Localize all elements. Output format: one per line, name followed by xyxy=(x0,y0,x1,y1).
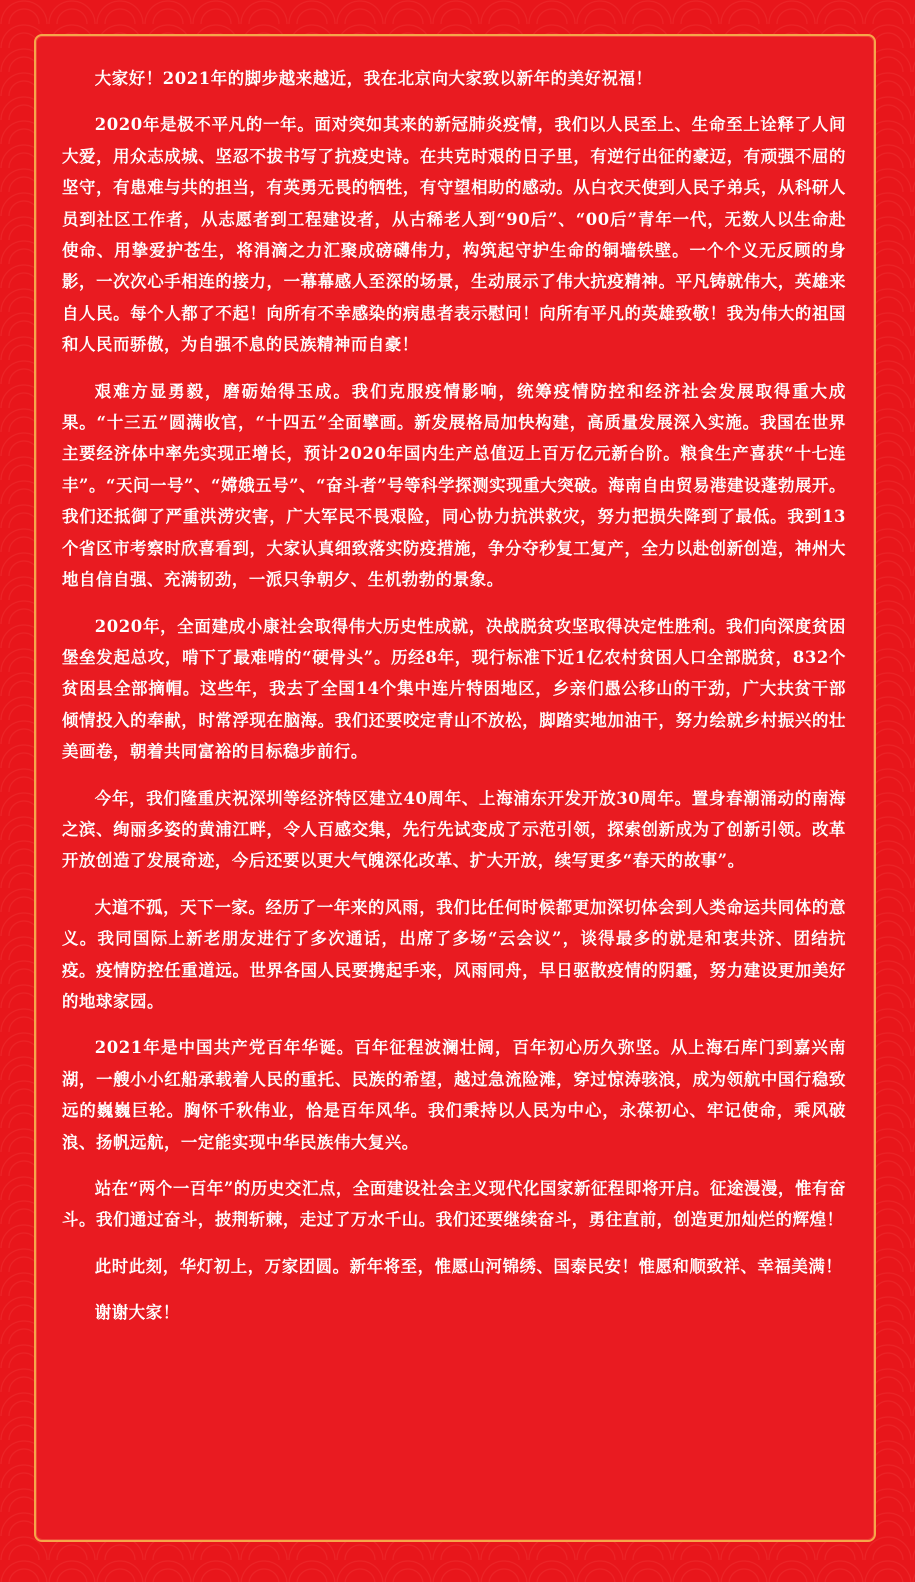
paragraph-world: 大道不孤，天下一家。经历了一年来的风雨，我们比任何时候都更加深切体会到人类命运共同体的意义。我同国际上新老朋友进行了多次通话，出席了多场“云会议”，谈得最多的就是和衷共济、团结抗疫。疫情防控任重道远。世界各国人民要携起手来，风雨同舟，早日驱散疫情的阴霾，努力建设更加美好的地球家园。 xyxy=(62,897,846,1011)
paragraph-wishes: 此时此刻，华灯初上，万家团圆。新年将至，惟愿山河锦绣、国泰民安！惟愿和顺致祥、幸福美满！ xyxy=(94,1256,843,1276)
paragraph-thanks: 谢谢大家！ xyxy=(94,1303,180,1323)
paragraph-reform: 今年，我们隆重庆祝深圳等经济特区建立40周年、上海浦东开发开放30周年。置身春潮涌动的南海之滨、绚丽多姿的黄浦江畔，令人百感交集，先行先试变成了示范引领，探索创新成为了创新引领。改革开放创造了发展奇迹，今后还要以更大气魄深化改革、扩大开放，续写更多“春天的故事”。 xyxy=(62,788,846,871)
paragraph-greeting: 大家好！2021年的脚步越来越近，我在北京向大家致以新年的美好祝福！ xyxy=(94,69,653,88)
paragraph-poverty: 2020年，全面建成小康社会取得伟大历史性成就，决战脱贫攻坚取得决定性胜利。我们向深度贫困堡垒发起总攻，啃下了最难啃的“硬骨头”。历经8年，现行标准下近1亿农村贫困人口全部脱贫，832个贫困县全部摘帽。这些年，我去了全国14个集中连片特困地区，乡亲们愚公移山的干劲，广大扶贫干部倾情投入的奉献，时常浮现在脑海。我们还要咬定青山不放松，脚踏实地加油干，努力绘就乡村振兴的壮美画卷，朝着共同富裕的目标稳步前行。 xyxy=(62,616,846,762)
paragraph-party-centenary: 2021年是中国共产党百年华诞。百年征程波澜壮阔，百年初心历久弥坚。从上海石库门到嘉兴南湖，一艘小小红船承载着人民的重托、民族的希望，越过急流险滩，穿过惊涛骇浪，成为领航中国行稳致远的巍巍巨轮。胸怀千秋伟业，恰是百年风华。我们秉持以人民为中心，永葆初心、牢记使命，乘风破浪、扬帆远航，一定能实现中华民族伟大复兴。 xyxy=(62,1038,846,1152)
paragraph-new-journey: 站在“两个一百年”的历史交汇点，全面建设社会主义现代化国家新征程即将开启。征途漫漫，惟有奋斗。我们通过奋斗，披荆斩棘，走过了万水千山。我们还要继续奋斗，勇往直前，创造更加灿烂的辉煌！ xyxy=(62,1179,846,1230)
paragraph-pandemic: 2020年是极不平凡的一年。面对突如其来的新冠肺炎疫情，我们以人民至上、生命至上诠释了人间大爱，用众志成城、坚忍不拔书写了抗疫史诗。在共克时艰的日子里，有逆行出征的豪迈，有顽强不屈的坚守，有患难与共的担当，有英勇无畏的牺牲，有守望相助的感动。从白衣天使到人民子弟兵，从科研人员到社区工作者，从志愿者到工程建设者，从古稀老人到“90后”、“00后”青年一代，无数人以生命赴使命、用挚爱护苍生，将涓滴之力汇聚成磅礴伟力，构筑起守护生命的铜墙铁壁。一个个义无反顾的身影，一次次心手相连的接力，一幕幕感人至深的场景，生动展示了伟大抗疫精神。平凡铸就伟大，英雄来自人民。每个人都了不起！向所有不幸感染的病患者表示慰问！向所有平凡的英雄致敬！我为伟大的祖国和人民而骄傲，为自强不息的民族精神而自豪！ xyxy=(62,115,846,355)
speech-text xyxy=(62,63,846,1344)
paragraph-achievements: 艰难方显勇毅，磨砺始得玉成。我们克服疫情影响，统筹疫情防控和经济社会发展取得重大成果。“十三五”圆满收官，“十四五”全面擘画。新发展格局加快构建，高质量发展深入实施。我国在世界主要经济体中率先实现正增长，预计2020年国内生产总值迈上百万亿元新台阶。粮食生产喜获“十七连丰”。“天问一号”、“嫦娥五号”、“奋斗者”号等科学探测实现重大突破。海南自由贸易港建设蓬勃展开。我们还抵御了严重洪涝灾害，广大军民不畏艰险，同心协力抗洪救灾，努力把损失降到了最低。我到13个省区市考察时欣喜看到，大家认真细致落实防疫措施，争分夺秒复工复产，全力以赴创新创造，神州大地自信自强、充满韧劲，一派只争朝夕、生机勃勃的景象。 xyxy=(62,381,846,590)
